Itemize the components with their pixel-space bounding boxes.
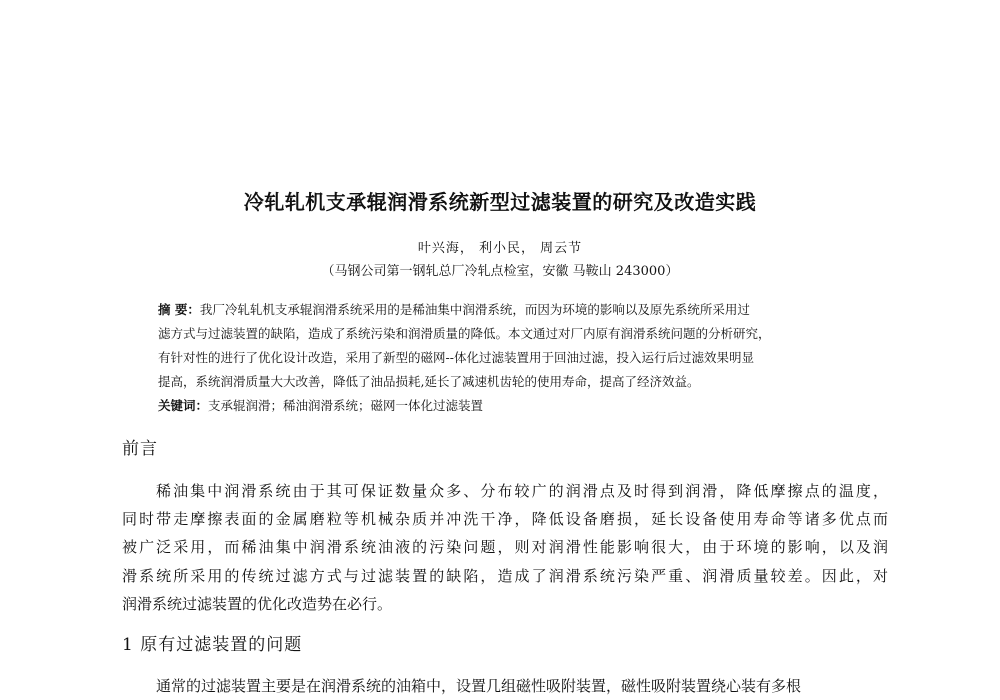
section-heading-1: 1 原有过滤装置的问题 <box>122 635 303 655</box>
section-heading-preface: 前言 <box>122 439 158 459</box>
abstract-text: 我厂冷轧轧机支承辊润滑系统采用的是稀油集中润滑系统，而因为环境的影响以及原先系统所采用过 <box>199 302 750 317</box>
paper-affiliation: （马钢公司第一钢轧总厂冷轧点检室，安徽 马鞍山 243000） <box>321 264 679 279</box>
keywords-text: 支承辊润滑；稀油润滑系统；磁网一体化过滤装置 <box>208 398 484 413</box>
abstract-label: 摘 要： <box>158 302 200 317</box>
abstract-line: 有针对性的进行了优化设计改造，采用了新型的磁网--体化过滤装置用于回油过滤，投入运行后过滤效果明显 <box>158 350 754 365</box>
paper-authors: 叶兴海， 利小民， 周云节 <box>417 241 583 256</box>
keywords-line <box>158 394 864 418</box>
abstract-line <box>158 298 864 322</box>
body-line: 稀油集中润滑系统由于其可保证数量众多、分布较广的润滑点及时得到润滑，降低摩擦点的温度， <box>156 482 888 500</box>
section-1-body-line: 通常的过滤装置主要是在润滑系统的油箱中，设置几组磁性吸附装置，磁性吸附装置绕心装有多根 <box>156 677 802 695</box>
keywords-label: 关键词： <box>158 398 209 413</box>
paper-title: 冷轧轧机支承辊润滑系统新型过滤装置的研究及改造实践 <box>243 190 757 214</box>
abstract-block <box>158 298 864 418</box>
preface-body <box>122 477 888 618</box>
body-line: 润滑系统过滤装置的优化改造势在必行。 <box>122 594 393 613</box>
abstract-line: 滤方式与过滤装置的缺陷，造成了系统污染和润滑质量的降低。本文通过对厂内原有润滑系统问题的分析研究， <box>158 326 771 341</box>
abstract-line: 提高，系统润滑质量大大改善，降低了油品损耗,延长了减速机齿轮的使用寿命，提高了经济效益。 <box>158 374 700 389</box>
body-line: 同时带走摩擦表面的金属磨粒等机械杂质并冲洗干净，降低设备磨损，延长设备使用寿命等诸多优点而 <box>122 510 888 529</box>
body-line: 被广泛采用，而稀油集中润滑系统油液的污染问题，则对润滑性能影响很大，由于环境的影响，以及润 <box>122 538 888 557</box>
body-line: 滑系统所采用的传统过滤方式与过滤装置的缺陷，造成了润滑系统污染严重、润滑质量较差。因此，对 <box>122 566 888 585</box>
